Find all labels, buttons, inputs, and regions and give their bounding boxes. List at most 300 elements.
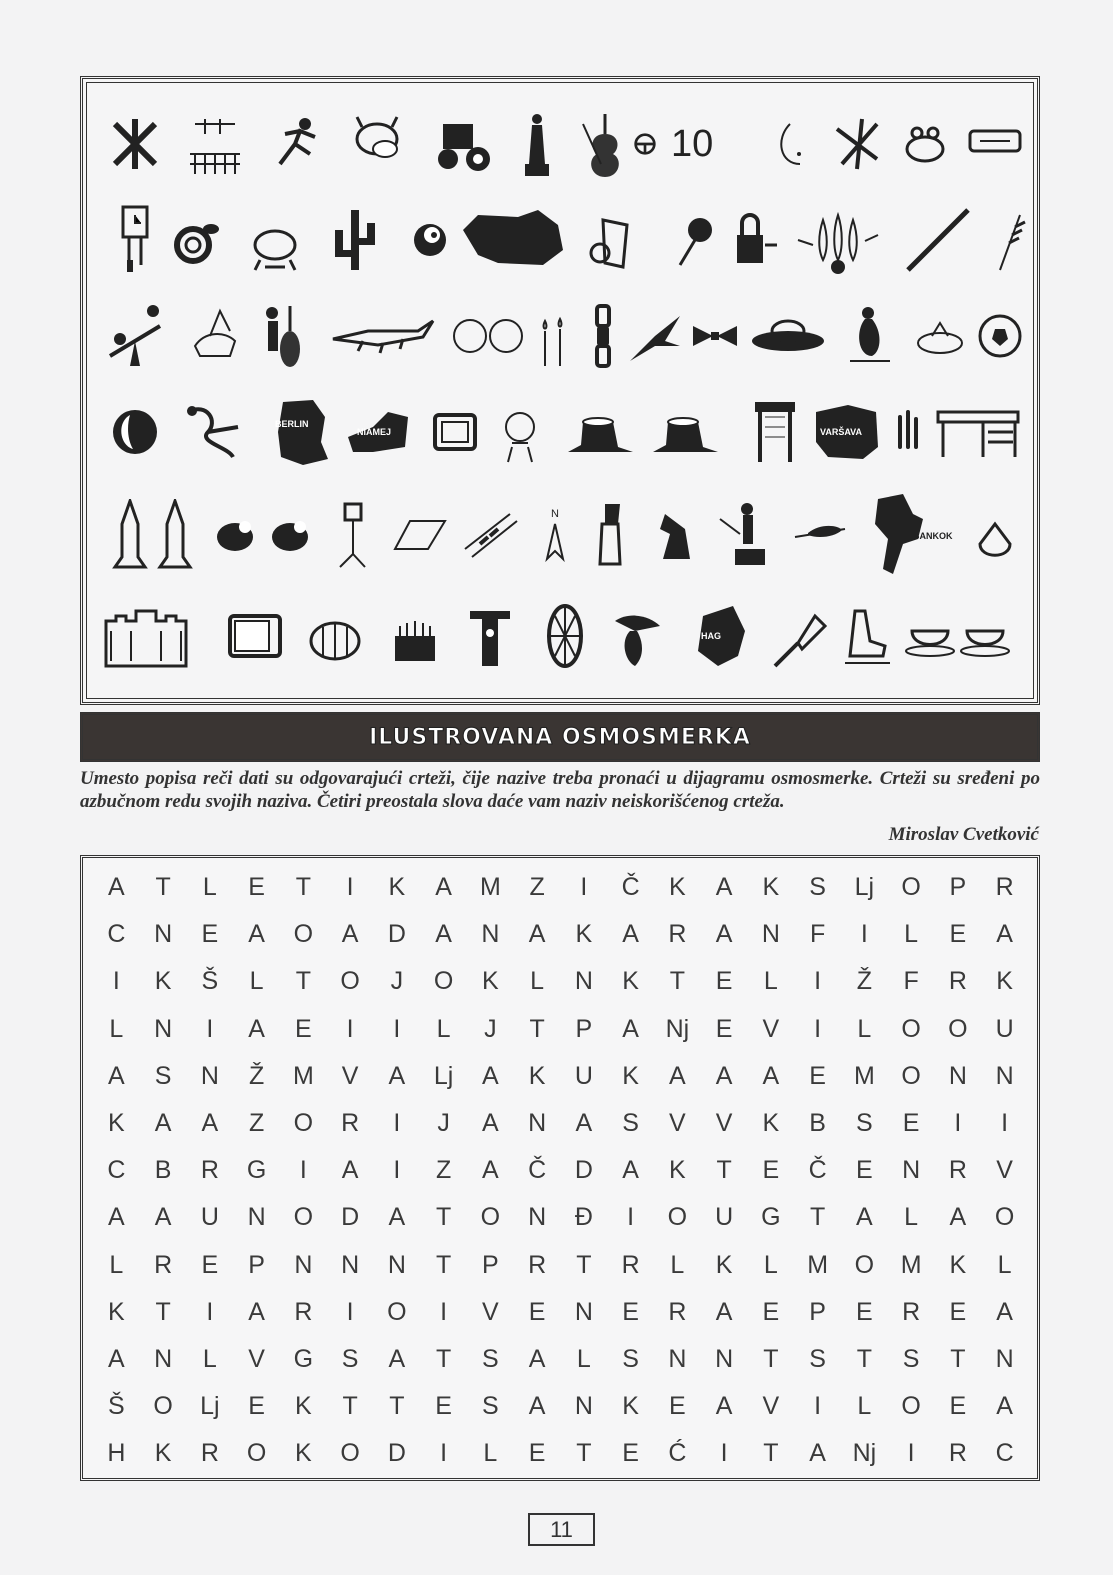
grid-cell[interactable]: K	[622, 1061, 639, 1090]
grid-cell[interactable]: D	[387, 1439, 406, 1468]
grid-cell[interactable]: T	[763, 1439, 779, 1468]
grid-cell[interactable]: N	[574, 1297, 593, 1326]
grid-cell[interactable]: E	[295, 1014, 312, 1043]
grid-cell[interactable]: N	[995, 1061, 1014, 1090]
grid-cell[interactable]: S	[622, 1109, 639, 1138]
grid-cell[interactable]: M	[292, 1061, 314, 1090]
grid-cell[interactable]: P	[809, 1297, 826, 1326]
grid-cell[interactable]: I	[720, 1439, 728, 1468]
padlock-key-icon	[723, 195, 787, 285]
grid-cell[interactable]: N	[574, 1392, 593, 1421]
grid-cell[interactable]: O	[340, 1439, 360, 1468]
chess-knight-icon	[643, 489, 707, 579]
spotlight-icon	[323, 489, 387, 579]
pegasus-icon	[183, 291, 247, 381]
grid-cell[interactable]: Z	[248, 1109, 265, 1138]
grid-cell[interactable]: D	[387, 920, 406, 949]
grid-cell[interactable]: Lj	[200, 1392, 220, 1421]
grid-cell[interactable]: N	[995, 1344, 1014, 1373]
illustration-row-2	[83, 195, 1037, 295]
grid-cell[interactable]: A	[715, 1061, 733, 1090]
grid-cell[interactable]: T	[950, 1344, 966, 1373]
grid-cell[interactable]: M	[807, 1250, 829, 1279]
grid-cell[interactable]: E	[528, 1439, 546, 1468]
grid-cell[interactable]: I	[580, 873, 588, 902]
grid-cell[interactable]: Ž	[856, 967, 873, 996]
grid-cell[interactable]: S	[341, 1344, 359, 1373]
grid-cell[interactable]: A	[996, 1392, 1013, 1421]
grid-cell[interactable]: A	[341, 1156, 359, 1185]
grid-cell[interactable]: A	[388, 1061, 406, 1090]
grid-cell[interactable]: O	[994, 1203, 1015, 1232]
germany-map-icon	[263, 387, 343, 477]
doorway-icon	[743, 387, 807, 477]
grid-cell[interactable]: T	[389, 1392, 405, 1421]
grid-cell[interactable]: L	[670, 1250, 685, 1279]
grid-cell[interactable]: A	[154, 1203, 172, 1232]
grid-cell[interactable]: A	[108, 1344, 125, 1373]
instructions-text: Umesto popisa reči dati su odgovarajući crteži, čije nazive treba pronaći u dijagramu osmosmerke. Crteži su sređeni po azbučnom redu svojih naziva. Četiri preostala slova daće vam naziv neiskorišćenog crteža.	[80, 768, 1040, 812]
grid-cell[interactable]: A	[528, 1344, 546, 1373]
grid-cell[interactable]: C	[107, 920, 126, 949]
grid-cell[interactable]: S	[622, 1344, 639, 1373]
grid-cell[interactable]: N	[902, 1156, 921, 1185]
grid-cell[interactable]: O	[901, 1392, 921, 1421]
grid-cell[interactable]: J	[437, 1109, 450, 1138]
grid-cell[interactable]: D	[574, 1156, 593, 1185]
grid-cell[interactable]: E	[856, 1156, 873, 1185]
tools-icon	[103, 99, 167, 189]
grid-cell[interactable]: L	[857, 1014, 872, 1043]
grid-cell[interactable]: A	[108, 873, 125, 902]
grid-cell[interactable]: A	[809, 1439, 826, 1468]
grid-cell[interactable]: S	[482, 1392, 499, 1421]
grid-cell[interactable]: G	[761, 1203, 781, 1232]
puzzle-title: ILUSTROVANA OSMOSMERKA	[369, 724, 751, 750]
grid-cell[interactable]: K	[669, 1156, 686, 1185]
grid-cell[interactable]: I	[206, 1014, 214, 1043]
grid-cell[interactable]: K	[996, 967, 1013, 996]
teacup-2-icon	[953, 591, 1017, 681]
grid-cell[interactable]: J	[390, 967, 404, 996]
statue-icon	[505, 99, 569, 189]
grid-cell[interactable]: U	[715, 1203, 734, 1232]
grid-cell[interactable]: A	[388, 1344, 406, 1373]
grid-cell[interactable]: A	[528, 920, 546, 949]
grid-cell[interactable]: V	[715, 1109, 733, 1138]
grid-cell[interactable]: L	[904, 920, 919, 949]
grid-cell[interactable]: K	[482, 967, 499, 996]
grid-cell[interactable]: K	[949, 1250, 967, 1279]
grid-cell[interactable]: N	[154, 1344, 173, 1373]
grid-cell[interactable]: O	[667, 1203, 688, 1232]
grid-cell[interactable]: K	[669, 873, 686, 902]
grid-cell[interactable]: E	[201, 920, 219, 949]
grid-cell[interactable]: B	[809, 1109, 826, 1138]
grid-cell[interactable]: K	[388, 873, 406, 902]
grid-cell[interactable]: A	[482, 1109, 499, 1138]
grid-cell[interactable]: Ć	[668, 1439, 687, 1468]
grid-cell[interactable]: K	[528, 1061, 546, 1090]
grid-cell[interactable]: T	[809, 1203, 826, 1232]
grid-cell[interactable]: T	[342, 1392, 358, 1421]
grid-cell[interactable]: A	[435, 920, 452, 949]
grid-cell[interactable]: I	[907, 1439, 915, 1468]
author-name: Miroslav Cvetković	[888, 824, 1039, 845]
grid-cell[interactable]: A	[715, 1392, 733, 1421]
grid-cell[interactable]: K	[154, 967, 172, 996]
rocket-2-icon	[143, 489, 207, 579]
grid-cell[interactable]: T	[155, 873, 171, 902]
grid-cell[interactable]: A	[856, 1203, 873, 1232]
grid-cell[interactable]: I	[346, 873, 354, 902]
grid-cell[interactable]: V	[341, 1061, 359, 1090]
grid-cell[interactable]: N	[668, 1344, 687, 1373]
grid-cell[interactable]: Š	[108, 1392, 125, 1421]
grid-cell[interactable]: I	[393, 1156, 401, 1185]
grid-cell[interactable]: N	[247, 1203, 266, 1232]
grid-cell[interactable]: V	[762, 1014, 780, 1043]
map-label-bankok: BANKOK	[913, 531, 953, 541]
grid-cell[interactable]: C	[995, 1439, 1014, 1468]
grid-cell[interactable]: K	[575, 920, 593, 949]
grid-cell[interactable]: E	[856, 1297, 873, 1326]
grid-cell[interactable]: K	[295, 1392, 312, 1421]
grid-cell[interactable]: N	[481, 920, 500, 949]
grid-cell[interactable]: Nj	[852, 1439, 877, 1468]
grid-cell[interactable]: A	[248, 920, 265, 949]
grid-cell[interactable]: L	[530, 967, 545, 996]
grid-cell[interactable]: L	[202, 1344, 217, 1373]
grid-cell[interactable]: E	[622, 1439, 639, 1468]
grid-cell[interactable]: P	[248, 1250, 265, 1279]
grid-cell[interactable]: I	[954, 1109, 962, 1138]
cow-icon	[345, 99, 409, 189]
grid-cell[interactable]: R	[948, 1439, 967, 1468]
wheat-icon	[978, 195, 1042, 285]
grid-cell[interactable]: T	[716, 1156, 732, 1185]
grid-cell[interactable]: A	[996, 1297, 1013, 1326]
grid-cell[interactable]: N	[200, 1061, 219, 1090]
grid-cell[interactable]: R	[902, 1297, 921, 1326]
grid-cell[interactable]: B	[154, 1156, 172, 1185]
grid-cell[interactable]: A	[154, 1109, 172, 1138]
grid-cell[interactable]: E	[809, 1061, 826, 1090]
grid-cell[interactable]: Č	[808, 1156, 827, 1185]
grid-cell[interactable]: A	[528, 1392, 546, 1421]
grid-cell[interactable]: U	[574, 1061, 593, 1090]
grid-cell[interactable]: E	[902, 1109, 920, 1138]
grid-cell[interactable]: R	[668, 920, 687, 949]
grid-cell[interactable]: I	[393, 1014, 401, 1043]
grid-cell[interactable]: Č	[621, 873, 640, 902]
grid-cell[interactable]: A	[949, 1203, 967, 1232]
fence-antenna-icon	[183, 99, 247, 189]
grid-cell[interactable]: K	[295, 1439, 312, 1468]
grid-cell[interactable]: K	[108, 1109, 125, 1138]
bow-tie-icon	[683, 291, 747, 381]
razor-blade-icon	[963, 99, 1027, 189]
grid-cell[interactable]: V	[248, 1344, 265, 1373]
grid-cell[interactable]: U	[995, 1014, 1014, 1043]
grid-cell[interactable]: E	[248, 873, 265, 902]
grid-cell[interactable]: T	[856, 1344, 873, 1373]
grid-cell[interactable]: R	[200, 1156, 219, 1185]
grid-cell[interactable]: K	[762, 1109, 780, 1138]
illustration-row-4	[83, 387, 1037, 487]
grid-cell[interactable]: A	[622, 920, 639, 949]
grid-cell[interactable]: A	[575, 1109, 593, 1138]
grid-cell[interactable]: N	[715, 1344, 734, 1373]
birthday-cake-icon	[383, 591, 447, 681]
grid-cell[interactable]: T	[155, 1297, 171, 1326]
grid-cell[interactable]: I	[393, 1109, 401, 1138]
grid-cell[interactable]: O	[246, 1439, 267, 1468]
grid-cell[interactable]: L	[904, 1203, 919, 1232]
grid-cell[interactable]: A	[669, 1061, 686, 1090]
grid-cell[interactable]: A	[715, 873, 733, 902]
grid-cell[interactable]: M	[853, 1061, 875, 1090]
grid-cell[interactable]: R	[995, 873, 1014, 902]
grid-cell[interactable]: L	[997, 1250, 1012, 1279]
grid-cell[interactable]: O	[948, 1014, 968, 1043]
grid-cell[interactable]: Z	[529, 873, 545, 902]
illustration-row-1	[83, 99, 1037, 199]
grid-cell[interactable]: A	[248, 1014, 265, 1043]
grid-cell[interactable]: D	[341, 1203, 360, 1232]
grid-cell[interactable]: A	[622, 1014, 639, 1043]
grid-cell[interactable]: I	[299, 1156, 307, 1185]
grid-cell[interactable]: R	[154, 1250, 173, 1279]
grid-cell[interactable]: I	[206, 1297, 214, 1326]
grid-cell[interactable]: F	[809, 920, 826, 949]
grid-cell[interactable]: V	[669, 1109, 686, 1138]
grid-cell[interactable]: L	[576, 1344, 591, 1373]
grid-cell[interactable]: Z	[435, 1156, 452, 1185]
grid-cell[interactable]: E	[762, 1156, 780, 1185]
grid-cell[interactable]: T	[763, 1344, 779, 1373]
grid-cell[interactable]: O	[901, 1061, 921, 1090]
grid-cell[interactable]: E	[762, 1297, 780, 1326]
grid-cell[interactable]: A	[715, 920, 733, 949]
grid-cell[interactable]: N	[761, 920, 780, 949]
grid-cell[interactable]: A	[622, 1156, 639, 1185]
grid-cell[interactable]: I	[814, 1392, 822, 1421]
grid-cell[interactable]: S	[809, 873, 826, 902]
grid-cell[interactable]: S	[902, 1344, 920, 1373]
grid-cell[interactable]: G	[246, 1156, 267, 1185]
grid-cell[interactable]: I	[814, 1014, 822, 1043]
grid-cell[interactable]: N	[948, 1061, 967, 1090]
grid-cell[interactable]: I	[1001, 1109, 1009, 1138]
grid-cell[interactable]: O	[293, 920, 314, 949]
sack-icon	[963, 489, 1027, 579]
grid-cell[interactable]: O	[854, 1250, 875, 1279]
grid-cell[interactable]: Lj	[854, 873, 875, 902]
grid-cell[interactable]: E	[715, 1014, 733, 1043]
grid-cell[interactable]: P	[575, 1014, 593, 1043]
grid-cell[interactable]: N	[341, 1250, 360, 1279]
grid-cell[interactable]: A	[201, 1109, 219, 1138]
grid-cell[interactable]: I	[860, 920, 868, 949]
grid-cell[interactable]: Š	[201, 967, 219, 996]
grid-cell[interactable]: O	[340, 967, 360, 996]
grid-cell[interactable]: F	[903, 967, 919, 996]
grid-cell[interactable]: T	[435, 1250, 452, 1279]
grid-cell[interactable]: R	[948, 1156, 967, 1185]
grid-cell[interactable]: E	[248, 1392, 265, 1421]
grid-cell[interactable]: L	[857, 1392, 872, 1421]
soccer-ball-icon	[968, 291, 1032, 381]
grid-cell[interactable]: H	[107, 1439, 126, 1468]
grid-cell[interactable]: L	[763, 1250, 778, 1279]
grid-cell[interactable]: V	[482, 1297, 499, 1326]
grid-cell[interactable]: T	[576, 1439, 592, 1468]
illustration-row-5	[83, 489, 1037, 589]
grid-cell[interactable]: A	[996, 920, 1013, 949]
grid-cell[interactable]: M	[479, 873, 501, 902]
grid-cell[interactable]: I	[346, 1297, 354, 1326]
grid-cell[interactable]: I	[112, 967, 120, 996]
grid-cell[interactable]: A	[341, 920, 359, 949]
grid-cell[interactable]: A	[108, 1203, 125, 1232]
grid-cell[interactable]: C	[107, 1156, 126, 1185]
grid-cell[interactable]: R	[668, 1297, 687, 1326]
grid-cell[interactable]: K	[715, 1250, 733, 1279]
grid-cell[interactable]: K	[622, 967, 639, 996]
grid-cell[interactable]: A	[388, 1203, 406, 1232]
paintbrush-icon	[768, 591, 832, 681]
grid-cell[interactable]: U	[200, 1203, 219, 1232]
bowling-icon	[793, 195, 883, 285]
thailand-map-icon	[863, 489, 953, 579]
grid-cell[interactable]: N	[154, 1014, 173, 1043]
grid-cell[interactable]: L	[483, 1439, 498, 1468]
grid-cell[interactable]: V	[996, 1156, 1013, 1185]
grid-cell[interactable]: K	[762, 873, 780, 902]
grid-cell[interactable]: I	[440, 1439, 448, 1468]
grid-cell[interactable]: O	[387, 1297, 407, 1326]
grid-cell[interactable]: G	[293, 1344, 314, 1373]
grid-cell[interactable]: A	[482, 1061, 499, 1090]
grid-cell[interactable]: E	[715, 967, 733, 996]
grid-cell[interactable]: R	[528, 1250, 547, 1279]
grid-cell[interactable]: K	[154, 1439, 172, 1468]
grid-cell[interactable]: L	[249, 967, 264, 996]
grid-cell[interactable]: N	[154, 920, 173, 949]
grid-cell[interactable]: N	[387, 1250, 406, 1279]
grid-cell[interactable]: Đ	[574, 1203, 593, 1232]
grid-cell[interactable]: N	[574, 967, 593, 996]
grid-cell[interactable]: S	[856, 1109, 873, 1138]
grid-cell[interactable]: T	[435, 1344, 452, 1373]
grid-cell[interactable]: N	[528, 1109, 547, 1138]
grid-cell[interactable]: V	[762, 1392, 780, 1421]
grid-cell[interactable]: T	[295, 873, 312, 902]
grid-cell[interactable]: A	[762, 1061, 780, 1090]
grid-cell[interactable]: A	[715, 1297, 733, 1326]
grid-cell[interactable]: E	[669, 1392, 686, 1421]
grid-cell[interactable]: N	[528, 1203, 547, 1232]
grid-cell[interactable]: P	[949, 873, 967, 902]
grid-cell[interactable]: T	[435, 1203, 452, 1232]
grid-cell[interactable]: L	[109, 1250, 124, 1279]
grid-cell[interactable]: R	[948, 967, 967, 996]
grid-cell[interactable]: Č	[528, 1156, 547, 1185]
grid-cell[interactable]: I	[627, 1203, 635, 1232]
grid-cell[interactable]: O	[480, 1203, 501, 1232]
grid-cell[interactable]: R	[200, 1439, 219, 1468]
grid-cell[interactable]: O	[293, 1203, 314, 1232]
grid-cell[interactable]: A	[482, 1156, 499, 1185]
grid-cell[interactable]: O	[153, 1392, 173, 1421]
grid-cell[interactable]: A	[435, 873, 452, 902]
grid-cell[interactable]: O	[433, 967, 454, 996]
grid-cell[interactable]: L	[436, 1014, 451, 1043]
grid-cell[interactable]: J	[484, 1014, 497, 1043]
grid-cell[interactable]: P	[482, 1250, 499, 1279]
grid-cell[interactable]: T	[295, 967, 312, 996]
grid-cell[interactable]: N	[294, 1250, 313, 1279]
grid-cell[interactable]: S	[154, 1061, 172, 1090]
grid-cell[interactable]: L	[202, 873, 217, 902]
grid-cell[interactable]: Ž	[248, 1061, 265, 1090]
grid-cell[interactable]: M	[900, 1250, 922, 1279]
grid-cell[interactable]: A	[248, 1297, 265, 1326]
grid-cell[interactable]: E	[201, 1250, 219, 1279]
grid-cell[interactable]: L	[763, 967, 778, 996]
grid-cell[interactable]: S	[482, 1344, 499, 1373]
grid-cell[interactable]: O	[901, 1014, 921, 1043]
cactus-icon	[323, 195, 387, 285]
grid-cell[interactable]: T	[669, 967, 686, 996]
title-banner	[80, 712, 1040, 762]
grid-cell[interactable]: L	[109, 1014, 124, 1043]
grid-cell[interactable]: T	[529, 1014, 545, 1043]
wagon-wheel-icon	[533, 591, 597, 681]
grid-cell[interactable]: I	[440, 1297, 448, 1326]
desk-icon	[933, 387, 1023, 477]
grid-cell[interactable]: I	[814, 967, 822, 996]
grid-cell[interactable]: K	[108, 1297, 125, 1326]
grid-cell[interactable]: R	[341, 1109, 360, 1138]
grid-cell[interactable]: S	[809, 1344, 826, 1373]
siphon-bottle-icon	[578, 489, 642, 579]
grid-cell[interactable]: E	[949, 920, 967, 949]
map-label-niamej: NIAMEJ	[357, 427, 392, 437]
grid-cell[interactable]: E	[528, 1297, 546, 1326]
grid-cell[interactable]: E	[949, 1392, 967, 1421]
grid-cell[interactable]: O	[293, 1109, 314, 1138]
grid-cell[interactable]: R	[294, 1297, 313, 1326]
grid-cell[interactable]: O	[901, 873, 921, 902]
grid-cell[interactable]: E	[435, 1392, 452, 1421]
grid-cell[interactable]: T	[576, 1250, 592, 1279]
grid-cell[interactable]: K	[622, 1392, 639, 1421]
word-search-grid	[93, 864, 1028, 1477]
grid-cell[interactable]: I	[346, 1014, 354, 1043]
grid-cell[interactable]: E	[949, 1297, 967, 1326]
grid-cell[interactable]: Nj	[665, 1014, 690, 1043]
frog-icon	[893, 99, 957, 189]
grid-cell[interactable]: E	[622, 1297, 639, 1326]
trash-can-icon	[583, 195, 647, 285]
grid-cell[interactable]: A	[108, 1061, 125, 1090]
grid-cell[interactable]: Lj	[433, 1061, 454, 1090]
map-label-berlin: BERLIN	[275, 419, 309, 429]
grid-cell[interactable]: R	[621, 1250, 640, 1279]
parallelogram-icon	[388, 489, 452, 579]
